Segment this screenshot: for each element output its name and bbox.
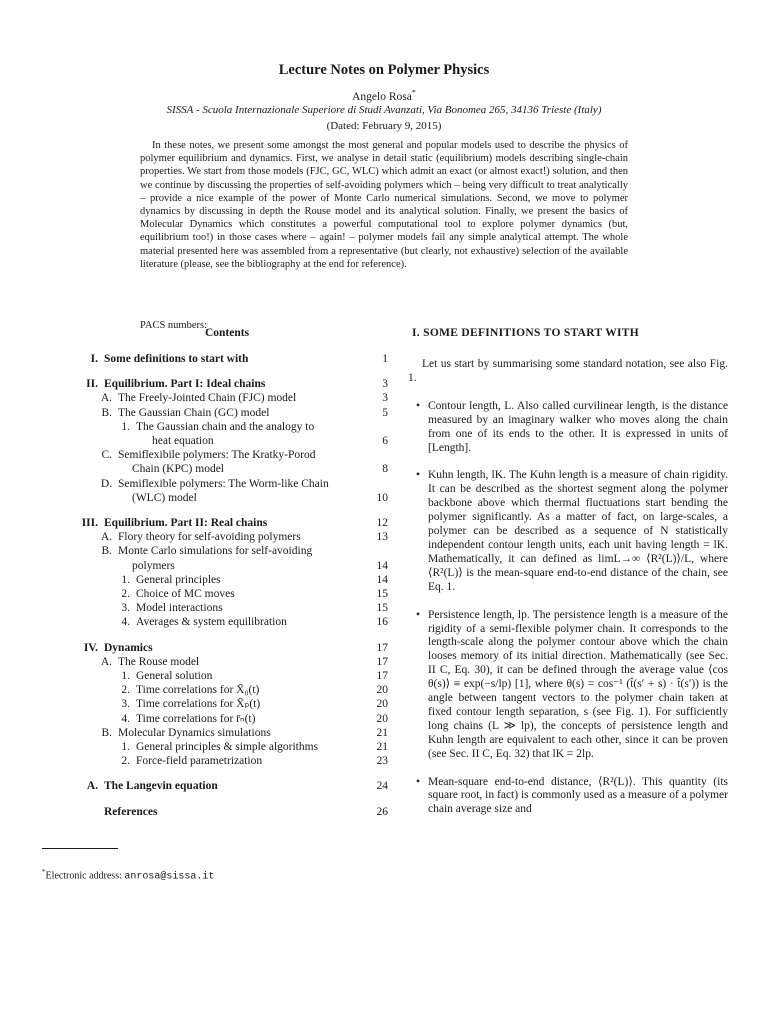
toc-entry-page: 20 [376,698,388,711]
toc-entry-title: Chain (KPC) model [132,463,224,476]
toc-entry[interactable] [42,448,388,462]
toc-entry-page: 26 [376,805,388,818]
author-line [0,88,768,103]
toc-entry-page: 14 [376,559,388,572]
toc-entry-title: General solution [136,670,213,683]
toc-entry-title: Semiflexibile polymers: The Kratky-Porod [118,449,316,462]
toc-entry-page: 6 [382,435,388,448]
toc-entry[interactable] [42,805,388,819]
toc-entry[interactable] [42,530,388,544]
definition-text: Kuhn length, lK. The Kuhn length is a measure of chain rigidity. It can be described as the shortest segment along the polymer backbone above which thermal fluctuations start bending the polymer significantly. As a matter of fact, on large-scales, a polymer can be described as a sequence of N statistically independent contour length units, each unit having length = lK. Mathematically, it can defined as limL→∞ ⟨R²(L)⟩/L, where ⟨R²(L)⟩ is the mean-square end-to-end distance of the chain, see Eq. 1. [428,469,728,593]
toc-entry-title: Averages & system equilibration [136,616,287,629]
toc-entry-page: 20 [376,684,388,697]
toc-entry-number: D. [100,477,112,490]
toc-entry-page: 21 [376,741,388,754]
toc-entry-number: B. [101,545,112,558]
toc-entry[interactable] [42,641,388,655]
toc-entry[interactable] [42,726,388,740]
toc-entry[interactable] [42,559,388,573]
toc-entry-number: B. [101,726,112,739]
bullet-icon: • [416,608,421,621]
toc-entry-page: 15 [376,588,388,601]
toc-entry-title: Force-field parametrization [136,755,263,768]
toc-spacer [42,505,388,516]
toc-entry-page: 1 [382,353,388,365]
toc-spacer [42,768,388,779]
section-intro: Let us start by summarising some standard notation, see also Fig. 1. [408,358,728,384]
toc-entry-title: Equilibrium. Part I: Ideal chains [104,378,266,391]
definition-item [408,400,728,456]
definition-text: Mean-square end-to-end distance, ⟨R²(L)⟩. This quantity (its square root, in fact) is commonly used as a measure of a polymer chain average size and [428,775,728,816]
toc-entry-title: The Gaussian chain and the analogy to [136,420,315,433]
toc-entry[interactable] [42,406,388,420]
toc-entry-title: Time correlations for X̄₀(t) [136,684,260,697]
footnote [42,868,214,882]
dated-line: (Dated: February 9, 2015) [326,120,442,132]
section-heading: I. SOME DEFINITIONS TO START WITH [412,327,640,339]
toc-entry-number: A. [100,655,112,668]
toc-entry-page: 10 [376,491,388,504]
toc-entry-page: 12 [376,517,388,530]
toc-entry[interactable] [42,420,388,434]
toc-entry-title: References [104,805,158,818]
toc-entry-number: 3. [121,602,130,615]
toc-spacer [42,794,388,805]
toc-entry-page: 23 [376,755,388,768]
toc-entry-page: 24 [376,780,388,793]
definition-text: Contour length, L. Also called curvilinear length, is the distance measured by an imaginary walker who moves along the chain from one of its ends to the other. It is expressed in units of [Length]. [428,399,728,454]
footnote-mark: * [42,868,46,876]
toc-entry[interactable] [42,683,388,697]
toc-entry[interactable] [42,573,388,587]
toc-entry-title: Monte Carlo simulations for self-avoiding [118,545,313,558]
toc-entry-page: 21 [376,726,388,739]
toc-entry-number: A. [86,780,98,793]
bullet-icon: • [416,399,421,412]
toc-entry-number: III. [81,517,98,530]
toc-entry-title: The Freely-Jointed Chain (FJC) model [118,392,297,405]
footnote-divider [42,848,118,849]
toc-entry-title: Model interactions [136,602,223,615]
toc-entry-page: 20 [376,712,388,725]
bullet-icon: • [416,469,421,482]
toc-entry-number: C. [101,449,112,462]
toc-entry[interactable] [42,601,388,615]
table-of-contents [42,352,388,819]
toc-entry-page: 17 [376,641,388,654]
toc-entry-page: 16 [376,616,388,629]
toc-entry[interactable] [42,377,388,391]
paper-title: Lecture Notes on Polymer Physics [278,62,490,78]
toc-entry[interactable] [42,669,388,683]
toc-entry-page: 8 [382,463,388,476]
bullet-icon: • [416,775,421,788]
toc-entry[interactable] [42,615,388,629]
toc-entry-number: 3. [121,698,130,711]
toc-entry-number: A. [100,531,112,544]
toc-entry-number: A. [100,392,112,405]
toc-entry[interactable] [42,391,388,405]
toc-entry[interactable] [42,740,388,754]
definition-item [408,609,728,762]
toc-entry-page: 3 [382,392,388,405]
toc-entry-number: 1. [121,573,130,586]
section-body [408,358,728,831]
toc-entry-title: The Gaussian Chain (GC) model [118,406,270,419]
toc-entry-title: Time correlations for X̄ₚ(t) [136,698,261,711]
toc-entry[interactable] [42,587,388,601]
toc-entry-title: General principles & simple algorithms [136,741,319,754]
toc-entry-title: polymers [132,559,175,572]
toc-entry[interactable] [42,516,388,530]
toc-entry-title: Time correlations for r̄ₙ(t) [136,712,256,725]
footnote-label: Electronic address: [45,870,125,882]
toc-entry-title: General principles [136,573,221,586]
toc-entry[interactable] [42,779,388,793]
toc-entry-page: 5 [382,406,388,419]
toc-entry-title: The Langevin equation [104,780,218,793]
toc-entry-number: 1. [121,420,130,433]
toc-entry-number: 4. [121,712,130,725]
toc-entry-number: IV. [83,641,98,654]
toc-entry-number: B. [101,406,112,419]
toc-entry[interactable] [42,544,388,558]
toc-entry-number: 1. [121,741,130,754]
toc-entry-number: 2. [121,588,130,601]
toc-entry[interactable] [42,697,388,711]
toc-entry-title: Semiflexible polymers: The Worm-like Chain [118,477,329,490]
toc-entry-title: The Rouse model [118,655,200,668]
author-name: Angelo Rosa [352,90,412,103]
toc-entry-number: 2. [121,684,130,697]
toc-entry-title: heat equation [152,435,214,448]
definition-item [408,469,728,594]
author-footnote-mark: * [411,88,416,97]
toc-entry-page: 17 [376,670,388,683]
toc-entry-title: Flory theory for self-avoiding polymers [118,531,301,544]
toc-entry-number: 2. [121,755,130,768]
toc-entry[interactable] [42,462,388,476]
toc-entry-number: II. [86,378,98,391]
toc-entry-page: 17 [376,655,388,668]
toc-entry[interactable] [42,352,388,366]
toc-entry-title: Dynamics [104,641,153,654]
toc-spacer [42,366,388,377]
toc-entry[interactable] [42,655,388,669]
toc-entry-page: 14 [376,573,388,586]
affiliation: SISSA - Scuola Internazionale Superiore di Studi Avanzati, Via Bonomea 265, 34136 Trieste (Italy) [166,104,602,116]
toc-entry[interactable] [42,491,388,505]
abstract: In these notes, we present some amongst the most general and popular models used to describe the physics of polymer equilibrium and dynamics. First, we analyse in detail static (equilibrium) models describing single-chain properties. We start from those models (FJC, GC, WLC) which admit an exact (or almost exact!) solution, and then we continue by discussing the properties of self-avoiding polymers which – being very difficult to treat analytically – provide a nice example of the power of Monte Carlo numerical simulations. Second, we move to polymer dynamics by discussing in depth the Rouse model and its analytical solution. Finally, we present the basics of Molecular Dynamics which constitutes a powerful computational tool to explore polymer dynamics (but, equilibrium too!) in those cases where – again! – polymer models fail any simple analytical attempt. The whole material presented here was assembled from a representative (but clearly, not exhaustive) selection of the available literature (please, see the bibliography at the end for reference). [140,140,628,270]
author-email-link[interactable]: anrosa@sissa.it [124,871,215,883]
toc-entry-title: Some definitions to start with [104,353,249,365]
toc-entry-title: (WLC) model [132,491,197,504]
toc-entry-number: 4. [121,616,130,629]
definition-text: Persistence length, lp. The persistence length is a measure of the rigidity of a semi-flexible polymer chain. It corresponds to the length-scale along the polymer contour above which the chain looses memory of its initial direction. Mathematically (see Sec. II C, Eq. 30), it can be defined through the average value ⟨cos θ(s)⟩ ≡ exp(−s/lp) [1], where θ(s) = cos⁻¹ (t̂(s′ + s) · t̂(s′)) is the angle between tangent vectors to the polymer chain taken at fixed contour length separation, s (see Fig. 1). For sufficiently long chains (L ≫ lp), the concepts of persistence length and Kuhn length are equivalent to each other, since it can be proven (see Sec. II C, Eq. 32) that lK = 2lp. [428,608,728,760]
toc-entry-number: I. [90,353,98,365]
toc-entry-title: Equilibrium. Part II: Real chains [104,517,268,530]
toc-entry-number: 1. [121,670,130,683]
toc-entry[interactable] [42,477,388,491]
toc-entry-title: Choice of MC moves [136,588,235,601]
toc-heading: Contents [204,327,250,339]
toc-entry[interactable] [42,712,388,726]
pacs-numbers: PACS numbers: [140,320,208,331]
toc-spacer [42,630,388,641]
definition-item [408,776,728,818]
toc-entry[interactable] [42,754,388,768]
toc-entry-page: 15 [376,602,388,615]
toc-entry[interactable] [42,434,388,448]
toc-entry-page: 13 [376,531,388,544]
toc-entry-page: 3 [382,378,388,391]
toc-entry-title: Molecular Dynamics simulations [118,726,271,739]
